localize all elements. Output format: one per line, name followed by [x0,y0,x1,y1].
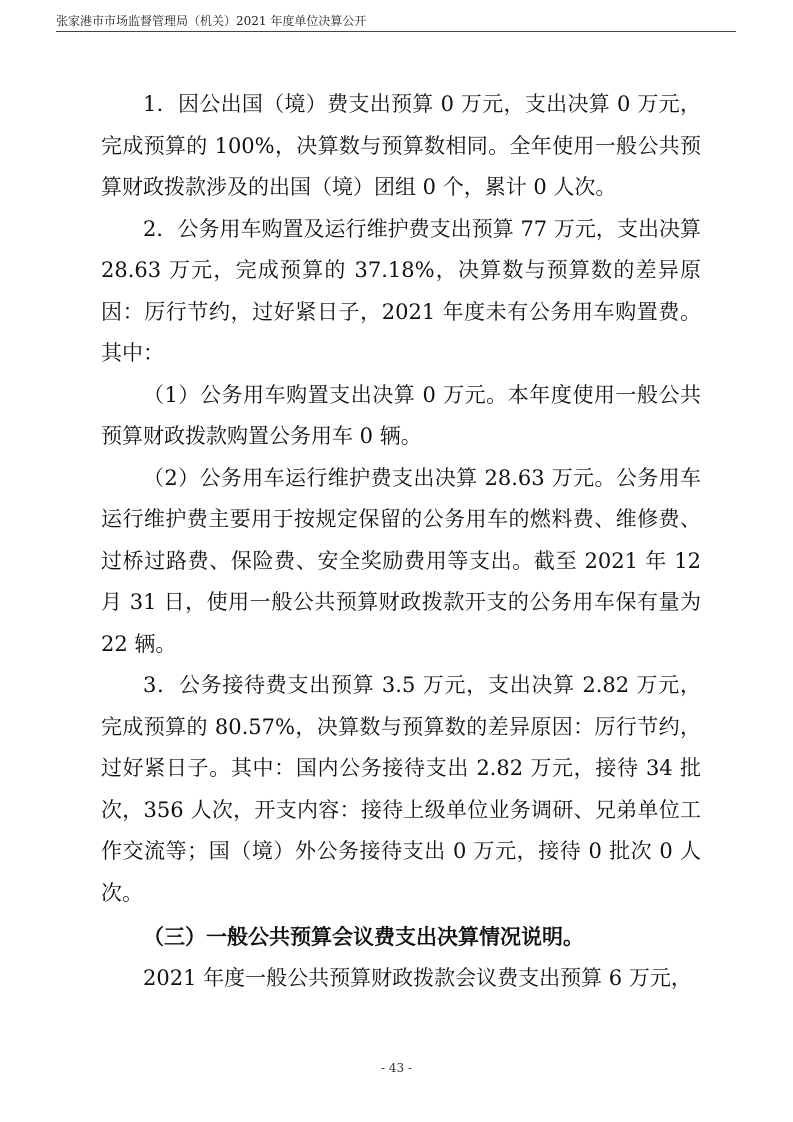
paragraph-outbound-travel: 1．因公出国（境）费支出预算 0 万元，支出决算 0 万元，完成预算的 100%，决算数与预算数相同。全年使用一般公共预算财政拨款涉及的出国（境）团组 0 个，累计 0 人次。 [101,92,701,199]
paragraph-vehicle-expenses: 2．公务用车购置及运行维护费支出预算 77 万元，支出决算 28.63 万元，完成预算的 37.18%，决算数与预算数的差异原因：厉行节约，过好紧日子，2021 年度未有公务用车购置费。其中： [101,216,701,365]
paragraph-vehicle-maintenance: （2）公务用车运行维护费支出决算 28.63 万元。公务用车运行维护费主要用于按规定保留的公务用车的燃料费、维修费、过桥过路费、保险费、安全奖励费用等支出。截至 2021 年 12 月 31 日，使用一般公共预算财政拨款开支的公务用车保有量为 22 辆。 [101,465,701,656]
header-divider [56,31,736,32]
paragraph-reception-expenses: 3．公务接待费支出预算 3.5 万元，支出决算 2.82 万元，完成预算的 80.57%，决算数与预算数的差异原因：厉行节约，过好紧日子。其中：国内公务接待支出 2.82 万元，接待 34 批次，356 人次，开支内容：接待上级单位业务调研、兄弟单位工作交流等；国（境）外公务接待支出 0 万元，接待 0 批次 0 人次。 [101,673,701,905]
page-number: - 43 - [380,1061,412,1075]
page-header-title: 张家港市市场监督管理局（机关）2021 年度单位决算公开 [56,14,367,28]
paragraph-vehicle-purchase: （1）公务用车购置支出决算 0 万元。本年度使用一般公共预算财政拨款购置公务用车 0 辆。 [101,382,701,448]
paragraph-meeting-expenses: 2021 年度一般公共预算财政拨款会议费支出预算 6 万元， [143,965,692,990]
section-heading-meeting-expenses: （三）一般公共预算会议费支出决算情况说明。 [143,924,584,949]
document-body [101,84,701,999]
